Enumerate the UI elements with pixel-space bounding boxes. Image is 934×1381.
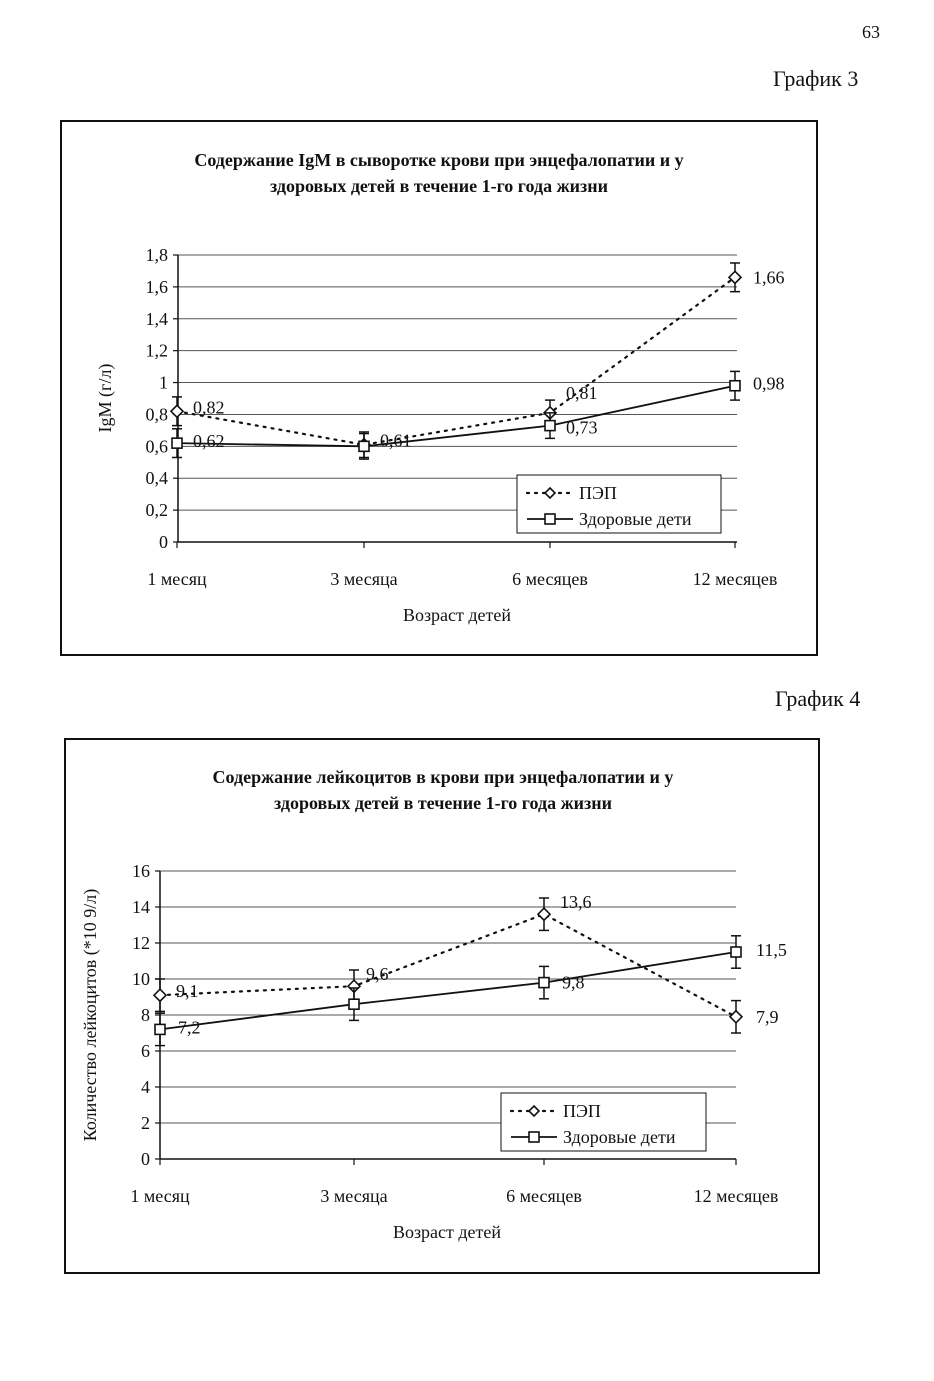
chart-title-line-1: Содержание лейкоцитов в крови при энцефалопатии и у [212,767,674,787]
x-tick-label: 12 месяцев [692,569,778,589]
y-tick-label: 16 [132,861,150,881]
x-axis-label: Возраст детей [392,1222,502,1242]
y-tick-label: 0,2 [145,500,168,521]
data-label: 13,6 [560,892,592,913]
point-marker-diamond [154,989,166,1001]
graph-4-caption: График 4 [775,686,861,711]
chart-title-line-2: здоровых детей в течение 1-го года жизни [273,793,613,813]
graph-3-caption: График 3 [773,66,859,91]
data-label: 11,5 [756,940,787,960]
point-marker-square [545,421,555,431]
data-label: 0,73 [566,417,598,438]
y-tick-label: 0,8 [145,404,168,425]
point-marker-square [731,947,741,957]
y-tick-label: 0 [159,532,168,552]
chart-leukocytes [66,740,818,1272]
y-tick-label: 1,4 [145,308,168,329]
x-tick-label: 3 месяца [330,569,398,589]
series-healthy-line [177,386,735,447]
y-tick-label: 0,6 [145,436,168,457]
x-axis-label: Возраст детей [402,605,512,625]
point-marker-diamond [730,1011,742,1023]
chart-leukocytes-frame [64,738,820,1274]
data-label: 7,2 [178,1017,201,1038]
legend-healthy-label: Здоровые дети [563,1127,676,1147]
y-tick-label: 8 [141,1005,150,1025]
legend-healthy-label: Здоровые дети [579,509,692,529]
point-marker-square [359,441,369,451]
legend-pep-label: ПЭП [579,483,617,503]
point-marker-square [539,978,549,988]
data-label: 9,6 [366,964,389,985]
legend-healthy-marker [529,1132,539,1142]
y-tick-label: 2 [141,1113,150,1133]
x-tick-label: 6 месяцев [512,569,588,589]
legend-healthy-marker [545,514,555,524]
legend-pep-label: ПЭП [563,1101,601,1121]
y-tick-label: 0 [141,1149,150,1169]
page-number: 63 [862,22,880,42]
x-tick-label: 6 месяцев [506,1186,582,1206]
y-axis-label: Количество лейкоцитов (*10 9/л) [80,888,100,1142]
data-label: 0,98 [753,373,785,394]
data-label: 0,62 [193,431,225,452]
y-tick-label: 1,6 [145,276,168,297]
data-label: 1,66 [753,267,785,288]
x-tick-label: 12 месяцев [693,1186,779,1206]
point-marker-square [730,381,740,391]
y-tick-label: 1,2 [145,340,168,361]
data-label: 0,82 [193,397,225,418]
data-label: 9,1 [176,981,199,1002]
x-tick-label: 3 месяца [320,1186,388,1206]
y-tick-label: 10 [132,969,150,989]
series-pep-line [177,277,735,444]
y-tick-label: 1 [159,372,168,393]
point-marker-square [349,999,359,1009]
chart-igm [62,122,816,654]
data-label: 7,9 [756,1006,779,1027]
point-marker-diamond [538,908,550,920]
chart-title-line-2: здоровых детей в течение 1-го года жизни [269,176,609,196]
data-label: 0,81 [566,382,598,403]
y-tick-label: 14 [132,897,150,917]
point-marker-diamond [171,405,183,417]
point-marker-square [155,1024,165,1034]
y-tick-label: 0,4 [145,468,168,489]
point-marker-square [172,438,182,448]
y-axis-label: IgM (г/л) [95,363,115,433]
y-tick-label: 1,8 [145,245,168,265]
series-healthy-line [160,952,736,1029]
chart-title-line-1: Содержание IgM в сыворотке крови при энцефалопатии и у [194,150,684,170]
chart-igm-frame [60,120,818,656]
data-label: 0,61 [380,430,412,451]
y-tick-label: 6 [141,1041,150,1061]
data-label: 9,8 [562,972,585,993]
x-tick-label: 1 месяц [130,1186,190,1206]
y-tick-label: 12 [132,933,150,953]
y-tick-label: 4 [141,1077,150,1097]
x-tick-label: 1 месяц [147,569,207,589]
